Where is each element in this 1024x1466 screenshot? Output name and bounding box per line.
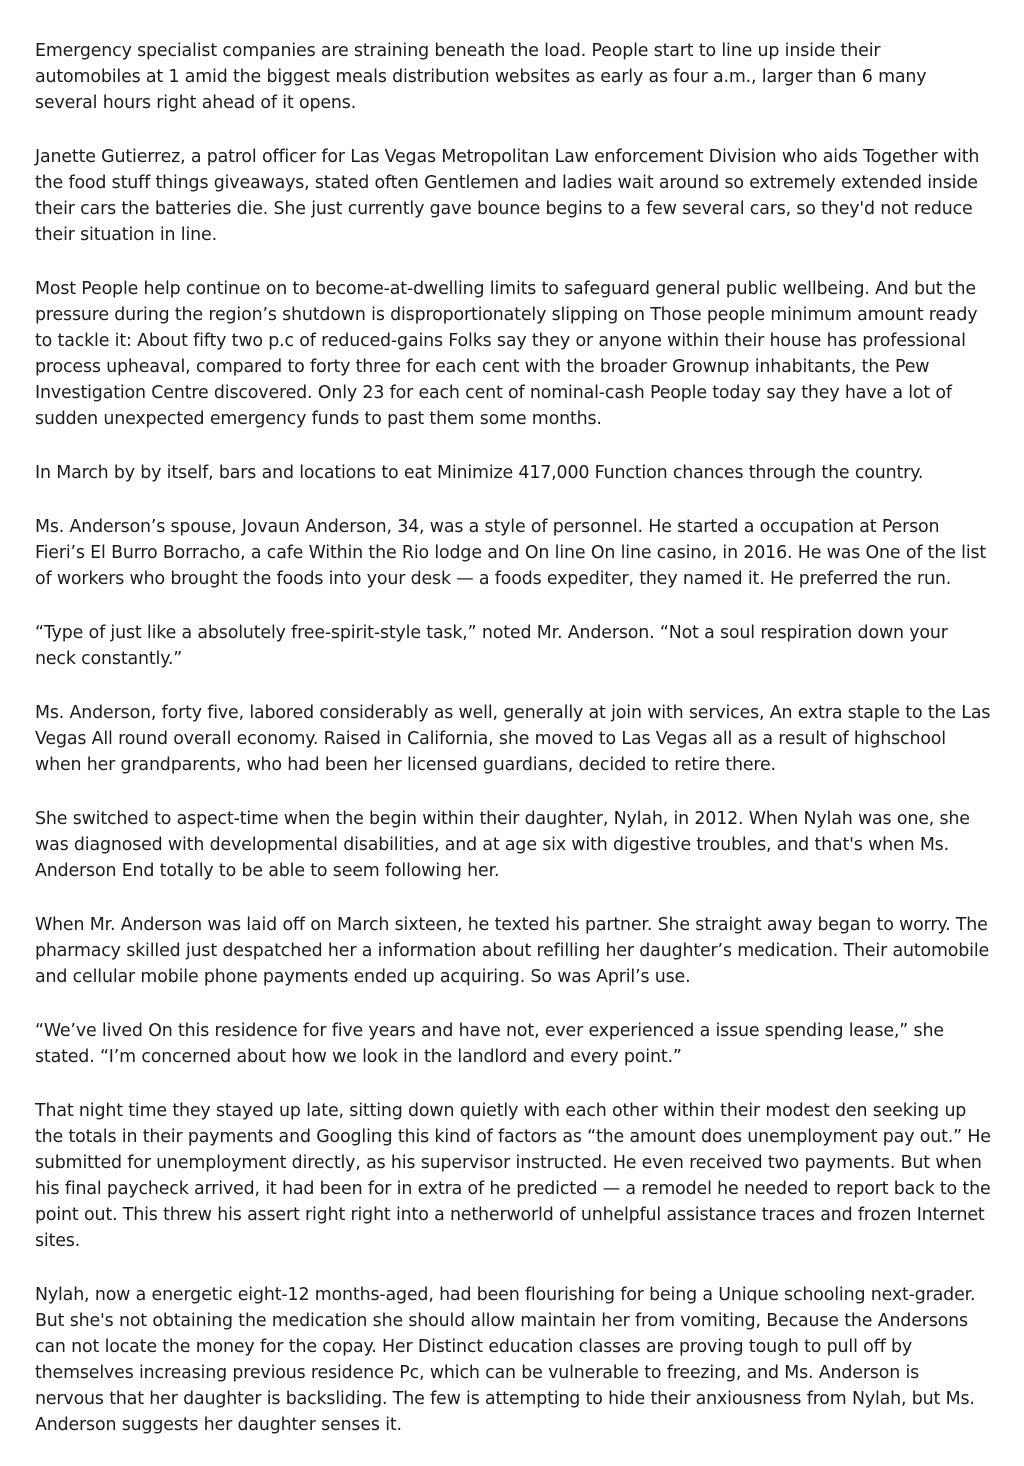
article-body — [35, 38, 991, 1466]
paragraph-2: Janette Gutierrez, a patrol officer for Las Vegas Metropolitan Law enforcement Division who aids Together with the food stuff things giveaways, stated often Gentlemen and ladies wait around so extremely extended inside their cars the batteries die. She just currently gave bounce begins to a few several cars, so they'd not reduce their situation in line. — [35, 147, 980, 245]
paragraph-11: That night time they stayed up late, sitting down quietly with each other within their modest den seeking up the totals in their payments and Googling this kind of factors as “the amount does unemployment pay out.” He submitted for unemployment directly, as his supervisor instructed. He even received two payments. But when his final paycheck arrived, it had been for in extra of he predicted — a remodel he needed to report back to the point out. This threw his assert right right into a netherworld of unhelpful assistance traces and frozen Internet sites. — [35, 1101, 991, 1251]
paragraph-5: Ms. Anderson’s spouse, Jovaun Anderson, 34, was a style of personnel. He started a occupation at Person Fieri’s El Burro Borracho, a cafe Within the Rio lodge and On line On line casino, in 2016. He was One of the list of workers who brought the foods into your desk — a foods expediter, they named it. He preferred the run. — [35, 517, 987, 589]
paragraph-4: In March by by itself, bars and locations to eat Minimize 417,000 Function chances through the country. — [35, 463, 924, 483]
paragraph-10: “We’ve lived On this residence for five years and have not, ever experienced a issue spending lease,” she stated. “I’m concerned about how we look in the landlord and every point.” — [35, 1021, 944, 1067]
paragraph-3: Most People help continue on to become-at-dwelling limits to safeguard general public wellbeing. And but the pressure during the region’s shutdown is disproportionately slipping on Those people minimum amount ready to tackle it: About fifty two p.c of reduced-gains Folks say they or anyone within their house has professional process upheaval, compared to forty three for each cent with the broader Grownup inhabitants, the Pew Investigation Centre discovered. Only 23 for each cent of nominal-cash People today say they have a lot of sudden unexpected emergency funds to past them some months. — [35, 279, 978, 429]
paragraph-7: Ms. Anderson, forty five, labored considerably as well, generally at join with services, An extra staple to the Las Vegas All round overall economy. Raised in California, she moved to Las Vegas all as a result of highschool when her grandparents, who had been her licensed guardians, decided to retire there. — [35, 703, 991, 775]
paragraph-6: “Type of just like a absolutely free-spirit-style task,” noted Mr. Anderson. “Not a soul respiration down your neck constantly.” — [35, 623, 948, 669]
paragraph-9: When Mr. Anderson was laid off on March sixteen, he texted his partner. She straight away began to worry. The pharmacy skilled just despatched her a information about refilling her daughter’s medication. Their automobile and cellular mobile phone payments ended up acquiring. So was April’s use. — [35, 915, 990, 987]
paragraph-1: Emergency specialist companies are straining beneath the load. People start to line up inside their automobiles at 1 amid the biggest meals distribution websites as early as four a.m., larger than 6 many several hours right ahead of it opens. — [35, 41, 927, 113]
paragraph-8: She switched to aspect-time when the begin within their daughter, Nylah, in 2012. When Nylah was one, she was diagnosed with developmental disabilities, and at age six with digestive troubles, and that's when Ms. Anderson End totally to be able to seem following her. — [35, 809, 970, 881]
paragraph-12: Nylah, now a energetic eight-12 months-aged, had been flourishing for being a Unique schooling next-grader. But she's not obtaining the medication she should allow maintain her from vomiting, Because the Andersons can not locate the money for the copay. Her Distinct education classes are proving tough to pull off by themselves increasing previous residence Pc, which can be vulnerable to freezing, and Ms. Anderson is nervous that her daughter is backsliding. The few is attempting to hide their anxiousness from Nylah, but Ms. Anderson suggests her daughter senses it. — [35, 1285, 976, 1435]
